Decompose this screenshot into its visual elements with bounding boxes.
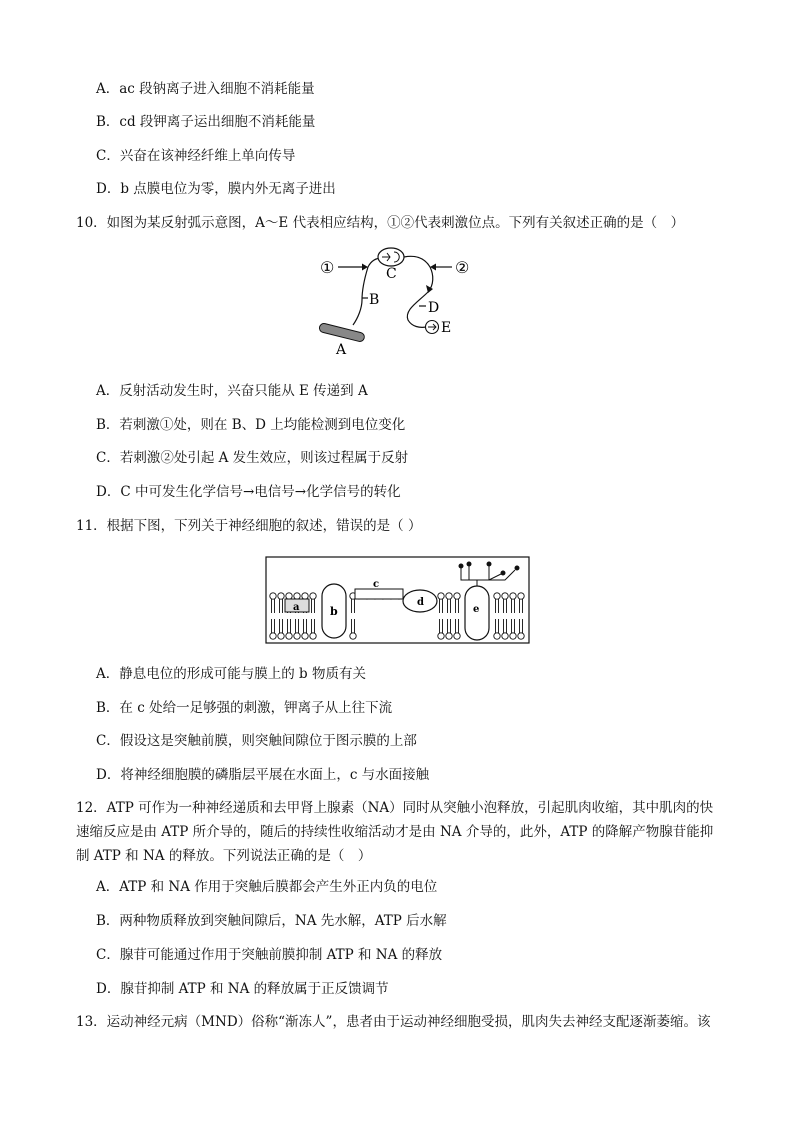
phospholipid-head [270,633,276,639]
phospholipid-head [310,633,316,639]
q12-stem: 12．ATP 可作为一种神经递质和去甲肾上腺素（NA）同时从突触小泡释放，引起肌肉收缩，其中肌肉的快速缩反应是由 ATP 所介导的，随后的持续性收缩活动才是由 NA 介导的，此外，ATP 的降解产物腺苷能抑制 ATP 和 NA 的释放。下列说法正确的是（ ） [76,800,714,864]
label-a: a [293,602,300,613]
phospholipid-head [438,633,444,639]
phospholipid-head [294,593,300,599]
stimulus-point-1-label: ① [320,258,335,277]
phospholipid-head [302,633,308,639]
phospholipid-head [286,633,292,639]
q10-option-a: A．反射活动发生时，兴奋只能从 E 传递到 A [96,383,368,399]
structure-c-label: C [386,266,397,282]
q11-option-d: D．将神经细胞膜的磷脂层平展在水面上，c 与水面接触 [96,767,430,783]
q12-option-a: A．ATP 和 NA 作用于突触后膜都会产生外正内负的电位 [96,879,438,895]
phospholipid-head [494,593,500,599]
q11-stem: 11．根据下图，下列关于神经细胞的叙述，错误的是（ ） [76,518,422,534]
q11-option-c: C．假设这是突触前膜，则突触间隙位于图示膜的上部 [96,733,417,749]
phospholipid-head [302,593,308,599]
phospholipid-head [454,633,460,639]
cell-membrane-figure [265,556,530,644]
phospholipid-head [494,633,500,639]
phospholipid-head [310,593,316,599]
structure-a-label: A [336,342,347,358]
q12-option-c: C．腺苷可能通过作用于突触前膜抑制 ATP 和 NA 的释放 [96,947,443,963]
q9-option-c: C．兴奋在该神经纤维上单向传导 [96,148,296,164]
q9-option-a: A．ac 段钠离子进入细胞不消耗能量 [96,81,315,97]
phospholipid-head [510,633,516,639]
structure-e-label: E [441,320,452,336]
phospholipid-head [446,633,452,639]
q9-option-b: B．cd 段钾离子运出细胞不消耗能量 [96,114,316,130]
phospholipid-head [270,593,276,599]
phospholipid-head [510,593,516,599]
q10-option-d: D．C 中可发生化学信号→电信号→化学信号的转化 [96,484,401,500]
phospholipid-head [278,633,284,639]
phospholipid-head [518,633,524,639]
structure-b-label: B [369,292,380,308]
reflex-arc-figure [300,240,500,360]
stimulus-point-2-label: ② [455,258,470,277]
q10-option-b: B．若刺激①处，则在 B、D 上均能检测到电位变化 [96,417,406,433]
phospholipid-head [350,633,356,639]
q11-option-b: B．在 c 处给一足够强的刺激，钾离子从上往下流 [96,700,393,716]
structure-d-label: D [428,300,440,316]
phospholipid-head [502,593,508,599]
q11-option-a: A．静息电位的形成可能与膜上的 b 物质有关 [96,666,366,682]
q9-option-d: D．b 点膜电位为零，膜内外无离子进出 [96,181,336,197]
phospholipid-head [294,633,300,639]
phospholipid-head [454,593,460,599]
phospholipid-head [286,593,292,599]
q13-stem: 13．运动神经元病（MND）俗称“渐冻人”，患者由于运动神经细胞受损，肌肉失去神经支配逐渐萎缩。该 [76,1014,711,1030]
label-c: c [373,579,380,590]
q12-option-b: B．两种物质释放到突触间隙后，NA 先水解，ATP 后水解 [96,913,447,929]
phospholipid-head [438,593,444,599]
q10-stem: 10．如图为某反射弧示意图，A～E 代表相应结构，①②代表刺激位点。下列有关叙述正确的是（ ） [76,215,685,231]
label-d: d [417,597,424,608]
q10-option-c: C．若刺激②处引起 A 发生效应，则该过程属于反射 [96,450,409,466]
q12-option-d: D．腺苷抑制 ATP 和 NA 的释放属于正反馈调节 [96,981,389,997]
phospholipid-head [446,593,452,599]
label-b: b [330,605,338,618]
phospholipid-head [278,593,284,599]
phospholipid-head [502,633,508,639]
phospholipid-head [518,593,524,599]
label-e: e [473,604,480,615]
